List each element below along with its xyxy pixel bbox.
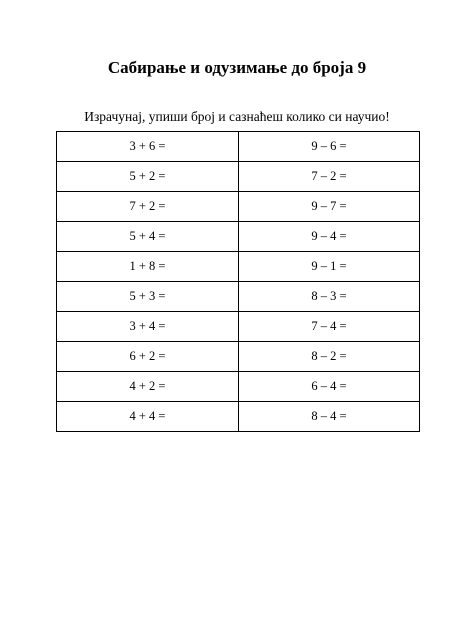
subtraction-cell: 7 – 2 = [239,162,420,192]
subtraction-cell: 9 – 6 = [239,132,420,162]
addition-cell: 5 + 3 = [57,282,239,312]
addition-cell: 4 + 4 = [57,402,239,432]
table-row [57,252,420,282]
table-row [57,222,420,252]
instruction-text: Израчунај, упиши број и сазнаћеш колико си научио! [84,109,390,124]
table-row [57,312,420,342]
subtraction-cell: 9 – 4 = [239,222,420,252]
addition-cell: 3 + 6 = [57,132,239,162]
table-row [57,372,420,402]
exercise-table [56,131,420,432]
addition-cell: 4 + 2 = [57,372,239,402]
table-row [57,162,420,192]
subtraction-cell: 9 – 1 = [239,252,420,282]
addition-cell: 6 + 2 = [57,342,239,372]
table-row [57,402,420,432]
addition-cell: 1 + 8 = [57,252,239,282]
page-title: Сабирање и одузимање до броја 9 [107,58,367,77]
addition-cell: 5 + 2 = [57,162,239,192]
addition-cell: 3 + 4 = [57,312,239,342]
subtraction-cell: 8 – 2 = [239,342,420,372]
subtraction-cell: 8 – 3 = [239,282,420,312]
subtraction-cell: 8 – 4 = [239,402,420,432]
table-row [57,282,420,312]
subtraction-cell: 6 – 4 = [239,372,420,402]
addition-cell: 5 + 4 = [57,222,239,252]
addition-cell: 7 + 2 = [57,192,239,222]
subtraction-cell: 7 – 4 = [239,312,420,342]
subtraction-cell: 9 – 7 = [239,192,420,222]
table-row [57,192,420,222]
table-row [57,132,420,162]
table-row [57,342,420,372]
